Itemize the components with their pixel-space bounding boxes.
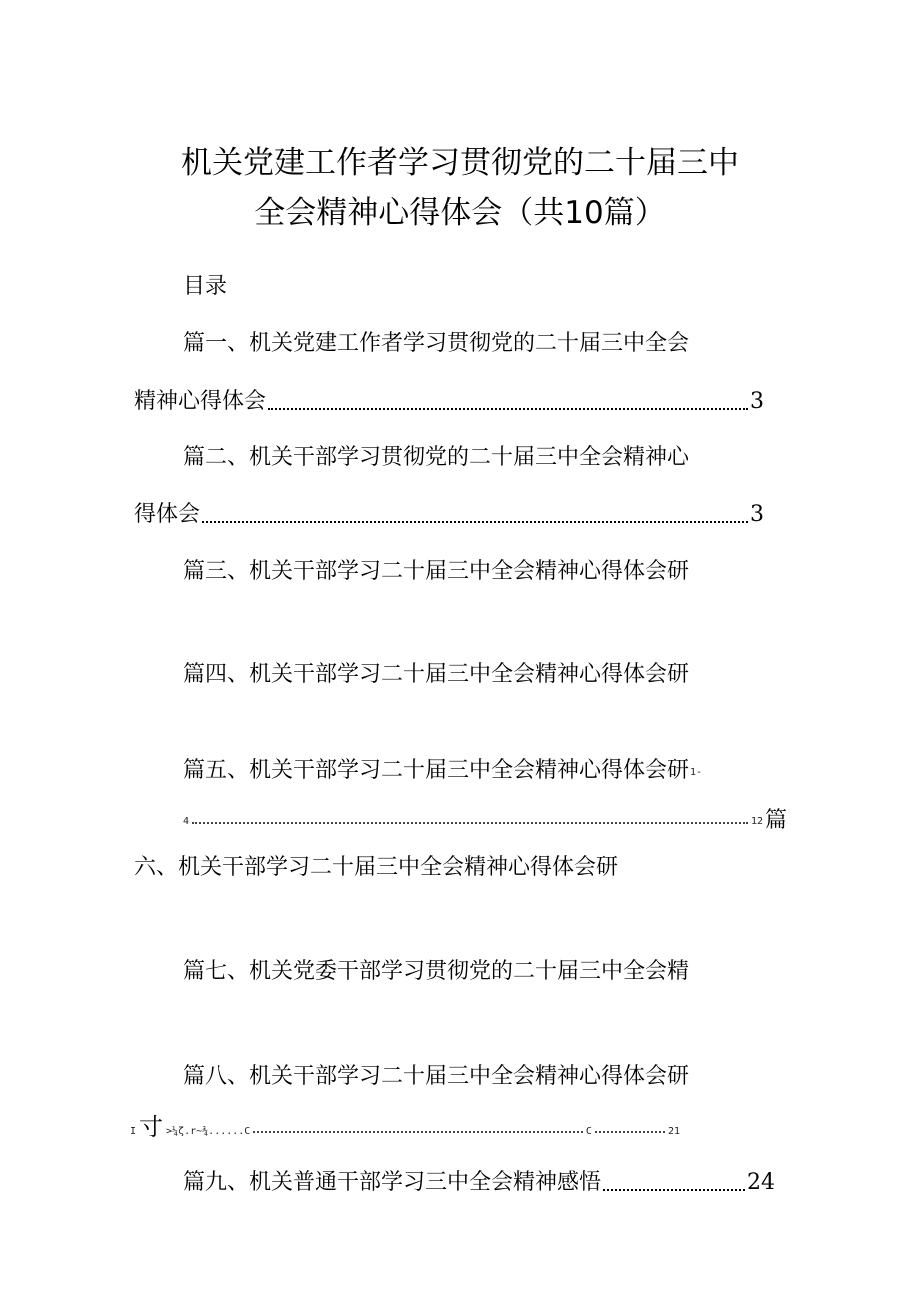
toc-entry-5-text: 篇五、机关干部学习二十届三中全会精神心得体会研 bbox=[183, 758, 690, 783]
toc-entry-2-line-1[interactable]: 篇二、机关干部学习贯彻党的二十届三中全会精神心 bbox=[183, 445, 690, 470]
garble-c: C bbox=[585, 1126, 592, 1137]
toc-entry-8-page: 21 bbox=[667, 1126, 680, 1137]
toc-entry-1-text: 精神心得体会 bbox=[134, 389, 267, 414]
toc-entry-8[interactable]: 篇八、机关干部学习二十届三中全会精神心得体会研 bbox=[183, 1064, 690, 1089]
toc-entry-5[interactable] bbox=[183, 756, 702, 786]
toc-entry-4[interactable]: 篇四、机关干部学习二十届三中全会精神心得体会研 bbox=[183, 662, 690, 687]
toc-entry-7[interactable]: 篇七、机关党委干部学习贯彻党的二十届三中全会精 bbox=[183, 959, 690, 984]
toc-entry-1-page: 3 bbox=[750, 389, 764, 414]
garble-char: 寸 bbox=[139, 1113, 164, 1141]
toc-entry-6-prefix: 篇 bbox=[765, 808, 788, 833]
dot-leader bbox=[268, 407, 748, 410]
document-title-line-1: 机关党建工作者学习贯彻党的二十届三中 bbox=[181, 145, 739, 181]
toc-entry-6[interactable]: 六、机关干部学习二十届三中全会精神心得体会研 bbox=[134, 855, 619, 880]
dot-leader bbox=[595, 1131, 665, 1133]
toc-entry-9-text: 篇九、机关普通干部学习三中全会精神感悟 bbox=[183, 1170, 602, 1195]
dot-leader bbox=[603, 1188, 745, 1191]
toc-entry-9-page: 24 bbox=[747, 1170, 775, 1195]
document-title-line-2: 全会精神心得体会（共10篇） bbox=[254, 195, 666, 231]
dot-leader bbox=[202, 520, 748, 523]
toc-entry-1-line-2[interactable] bbox=[134, 387, 764, 417]
toc-entry-2-line-2[interactable] bbox=[134, 500, 764, 530]
garble-mid: >¼ζ.r~¾......C bbox=[166, 1126, 251, 1137]
garble-start: I bbox=[130, 1126, 137, 1137]
toc-entry-1-line-1[interactable]: 篇一、机关党建工作者学习贯彻党的二十届三中全会 bbox=[183, 331, 690, 356]
toc-heading: 目录 bbox=[183, 274, 228, 299]
toc-entry-5-tail: 1- bbox=[690, 767, 703, 778]
toc-entry-2-text: 得体会 bbox=[134, 502, 201, 527]
toc-entry-2-page: 3 bbox=[750, 502, 764, 527]
toc-entry-5-page: 12 bbox=[750, 816, 763, 827]
toc-entry-5-leader-line bbox=[183, 809, 763, 829]
toc-entry-9[interactable] bbox=[183, 1168, 775, 1198]
garble-start: 4 bbox=[183, 816, 190, 827]
dot-leader bbox=[253, 1131, 583, 1133]
toc-entry-8-leader-line bbox=[130, 1113, 680, 1141]
dot-leader bbox=[192, 822, 748, 824]
toc-entry-3[interactable]: 篇三、机关干部学习二十届三中全会精神心得体会研 bbox=[183, 559, 690, 584]
